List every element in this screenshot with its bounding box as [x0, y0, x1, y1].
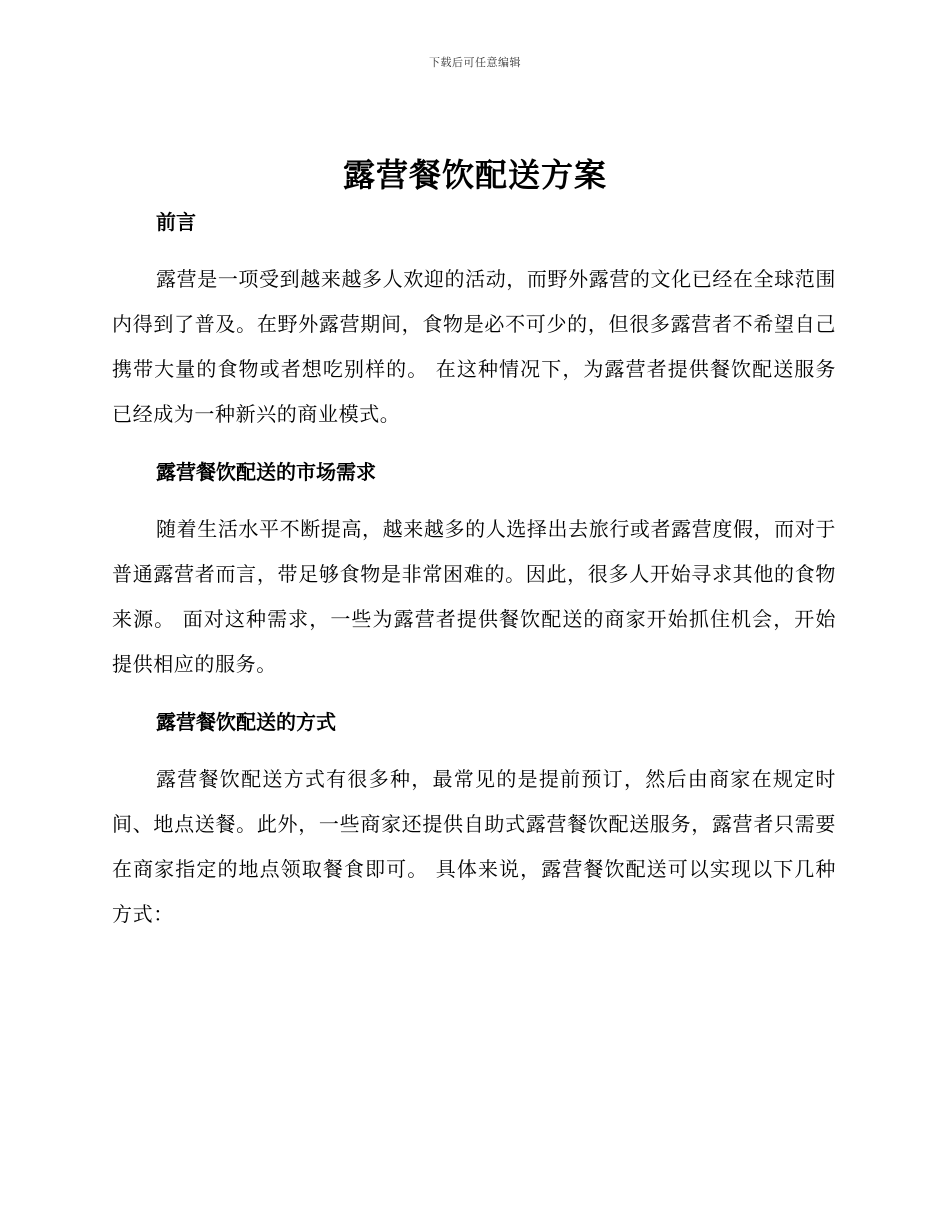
section-paragraph-delivery-methods: 露营餐饮配送方式有很多种，最常见的是提前预订，然后由商家在规定时间、地点送餐。此外，一些商家还提供自助式露营餐饮配送服务，露营者只需要在商家指定的地点领取餐食即可。 具体来说，露营餐饮配送可以实现以下几种方式：	[112, 767, 836, 926]
section-heading-preface: 前言	[156, 210, 196, 234]
document-body	[112, 205, 836, 937]
section-heading-market-demand: 露营餐饮配送的市场需求	[156, 460, 376, 484]
page-title: 露营餐饮配送方案	[342, 156, 607, 194]
section-heading-delivery-methods: 露营餐饮配送的方式	[156, 710, 336, 734]
header-note: 下载后可任意编辑	[429, 56, 521, 69]
section-paragraph-market-demand: 随着生活水平不断提高，越来越多的人选择出去旅行或者露营度假，而对于普通露营者而言，带足够食物是非常困难的。因此，很多人开始寻求其他的食物来源。 面对这种需求，一些为露营者提供餐饮配送的商家开始抓住机会，开始提供相应的服务。	[112, 517, 836, 676]
section-paragraph-preface: 露营是一项受到越来越多人欢迎的活动，而野外露营的文化已经在全球范围内得到了普及。在野外露营期间，食物是必不可少的，但很多露营者不希望自己携带大量的食物或者想吃别样的。 在这种情况下，为露营者提供餐饮配送服务已经成为一种新兴的商业模式。	[112, 267, 836, 426]
